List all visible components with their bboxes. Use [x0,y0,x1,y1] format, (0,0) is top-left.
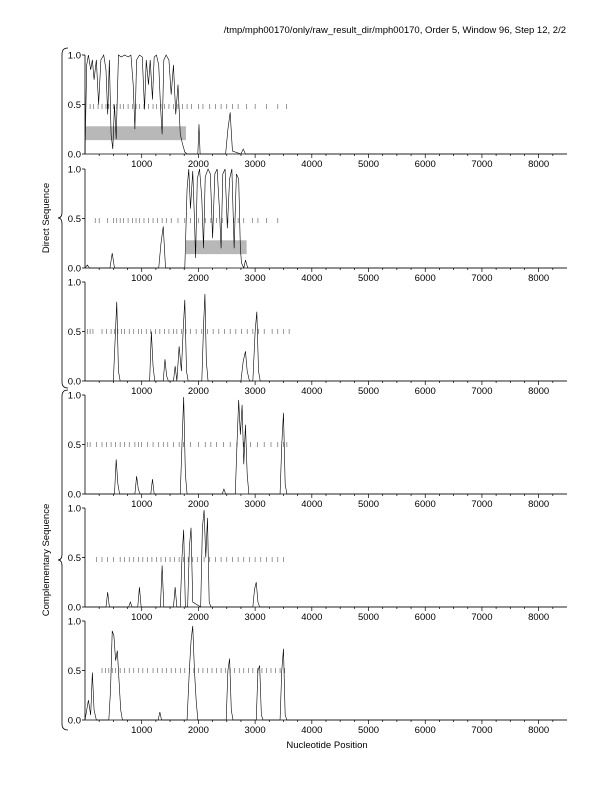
x-tick-label: 2000 [187,386,209,397]
x-tick-label: 8000 [528,159,550,170]
chart-title: /tmp/mph00170/only/raw_result_dir/mph00170, Order 5, Window 96, Step 12, 2/2 [223,25,566,36]
x-tick-label: 6000 [414,386,436,397]
y-tick-label: 0.0 [67,602,81,614]
y-tick-label: 0.5 [67,666,81,677]
bracket-complementary [58,390,68,730]
x-tick-label: 2000 [187,612,209,623]
x-axis-label: Nucleotide Position [286,740,368,751]
x-tick-label: 5000 [357,386,380,397]
series-line [85,510,567,607]
y-tick-label: 1.0 [67,164,81,176]
x-tick-label: 3000 [244,273,266,284]
y-tick-label: 1.0 [67,616,81,628]
x-tick-label: 1000 [131,725,153,736]
x-tick-label: 6000 [414,159,436,170]
y-tick-label: 1.0 [67,50,81,62]
panel-3 [68,278,567,398]
x-tick-label: 5000 [357,612,380,623]
x-tick-label: 3000 [244,725,266,736]
x-tick-label: 8000 [528,725,550,736]
x-tick-label: 1000 [131,386,153,397]
x-tick-label: 7000 [471,273,493,284]
x-tick-label: 2000 [187,499,209,510]
group-label-direct: Direct Sequence [41,182,52,254]
x-tick-label: 6000 [414,499,436,510]
x-tick-label: 1000 [131,612,153,623]
x-tick-label: 8000 [528,612,550,623]
x-tick-label: 2000 [187,273,209,284]
x-tick-label: 4000 [301,499,323,510]
y-tick-label: 0.5 [67,327,81,338]
y-tick-label: 1.0 [67,503,81,515]
y-tick-label: 0.5 [67,100,81,111]
x-tick-label: 8000 [528,499,550,510]
y-tick-label: 0.0 [67,376,81,388]
panels-layer [68,51,567,737]
y-tick-label: 1.0 [67,277,81,289]
x-tick-label: 1000 [131,499,153,510]
y-tick-label: 0.0 [67,715,81,727]
x-tick-label: 7000 [471,725,493,736]
x-tick-label: 5000 [357,273,380,284]
x-tick-label: 4000 [301,273,323,284]
x-tick-label: 1000 [131,273,153,284]
x-tick-label: 1000 [131,159,153,170]
panel-2 [68,165,567,285]
x-tick-label: 2000 [187,159,209,170]
x-tick-label: 3000 [244,499,266,510]
x-tick-label: 4000 [301,386,323,397]
panel-6 [68,617,567,737]
y-tick-label: 0.5 [67,440,81,451]
y-tick-label: 0.5 [67,214,81,225]
x-tick-label: 8000 [528,273,550,284]
x-tick-label: 5000 [357,725,380,736]
y-tick-label: 1.0 [67,390,81,402]
x-tick-label: 4000 [301,159,323,170]
x-tick-label: 7000 [471,159,493,170]
y-tick-label: 0.0 [67,489,81,501]
group-label-complementary: Complementary Sequence [41,503,52,617]
panel-1 [68,51,567,171]
bracket-direct [58,48,68,388]
series-line [85,397,567,494]
y-tick-label: 0.0 [67,263,81,275]
x-tick-label: 3000 [244,159,266,170]
x-tick-label: 8000 [528,386,550,397]
x-tick-label: 7000 [471,386,493,397]
series-line [85,294,567,381]
x-tick-label: 6000 [414,612,436,623]
y-tick-label: 0.0 [67,149,81,161]
x-tick-label: 6000 [414,725,436,736]
panel-5 [68,504,567,624]
x-tick-label: 6000 [414,273,436,284]
panel-4 [68,391,567,511]
x-tick-label: 4000 [301,725,323,736]
x-tick-label: 7000 [471,499,493,510]
x-tick-label: 3000 [244,386,266,397]
x-tick-label: 2000 [187,725,209,736]
x-tick-label: 5000 [357,159,380,170]
x-tick-label: 5000 [357,499,380,510]
x-tick-label: 4000 [301,612,323,623]
x-tick-label: 3000 [244,612,266,623]
x-tick-label: 7000 [471,612,493,623]
y-tick-label: 0.5 [67,553,81,564]
highlight-band [85,126,186,140]
